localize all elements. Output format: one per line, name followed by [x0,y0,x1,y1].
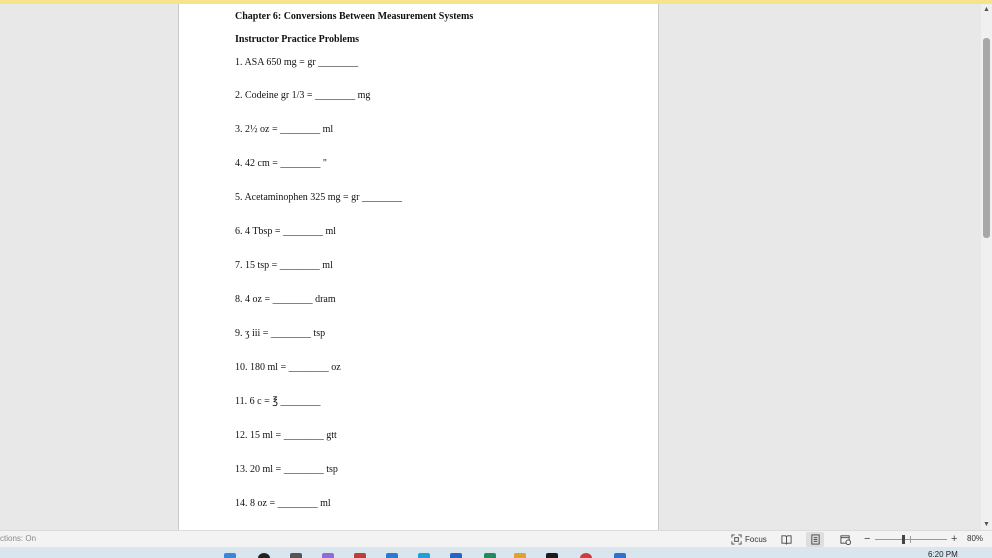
zoom-level[interactable]: 80% [967,534,984,543]
problem-7: 7. 15 tsp = ________ ml [235,260,333,271]
scrollbar-thumb[interactable] [983,38,990,238]
taskbar-clock[interactable]: 6:20 PM [928,550,958,558]
app-icon[interactable] [354,553,366,558]
document-page[interactable] [178,4,659,530]
scroll-down-arrow[interactable]: ▼ [983,521,990,528]
problem-13: 13. 20 ml = ________ tsp [235,464,338,475]
app-icon[interactable] [580,553,592,558]
focus-button[interactable] [731,533,767,546]
status-left-text[interactable]: ctions: On [0,534,37,543]
vertical-scrollbar[interactable] [981,4,992,530]
document-canvas[interactable] [0,4,981,530]
app-icon[interactable] [386,553,398,558]
problem-2: 2. Codeine gr 1/3 = ________ mg [235,90,371,101]
problem-1: 1. ASA 650 mg = gr ________ [235,57,359,68]
problem-6: 6. 4 Tbsp = ________ ml [235,226,337,237]
zoom-slider-center-tick [910,536,911,543]
problem-5: 5. Acetaminophen 325 mg = gr ________ [235,192,403,203]
status-bar [0,530,992,547]
problem-8: 8. 4 oz = ________ dram [235,294,336,305]
print-layout-button[interactable] [806,532,824,547]
app-icon[interactable] [484,553,496,558]
start-icon[interactable] [224,553,236,558]
problem-10: 10. 180 ml = ________ oz [235,362,341,373]
web-layout-icon [840,534,851,545]
problem-9: 9. ʒ iii = ________ tsp [235,328,326,339]
app-icon[interactable] [546,553,558,558]
document-title: Chapter 6: Conversions Between Measurement Systems [235,11,474,22]
app-icon[interactable] [322,553,334,558]
web-layout-button[interactable] [836,532,854,547]
read-mode-icon [781,534,792,545]
scroll-up-arrow[interactable]: ▲ [983,6,990,13]
focus-label: Focus [745,535,767,544]
zoom-in-button[interactable]: + [951,533,958,545]
document-subtitle: Instructor Practice Problems [235,34,360,45]
document-body[interactable] [235,11,635,530]
taskbar [0,547,992,558]
problem-3: 3. 2½ oz = ________ ml [235,124,334,135]
zoom-slider-knob[interactable] [902,535,905,544]
problem-14: 14. 8 oz = ________ ml [235,498,331,509]
zoom-out-button[interactable]: − [864,533,871,545]
problem-12: 12. 15 ml = ________ gtt [235,430,337,441]
read-mode-button[interactable] [777,532,795,547]
app-icon[interactable] [614,553,626,558]
search-icon[interactable] [258,553,270,558]
problem-11: 11. 6 c = ℥ ________ [235,396,321,407]
app-icon[interactable] [514,553,526,558]
focus-icon [731,534,742,545]
problem-4: 4. 42 cm = ________ " [235,158,327,169]
app-icon[interactable] [418,553,430,558]
zoom-slider[interactable] [875,539,947,540]
task-view-icon[interactable] [290,553,302,558]
app-icon[interactable] [450,553,462,558]
print-layout-icon [810,534,821,545]
